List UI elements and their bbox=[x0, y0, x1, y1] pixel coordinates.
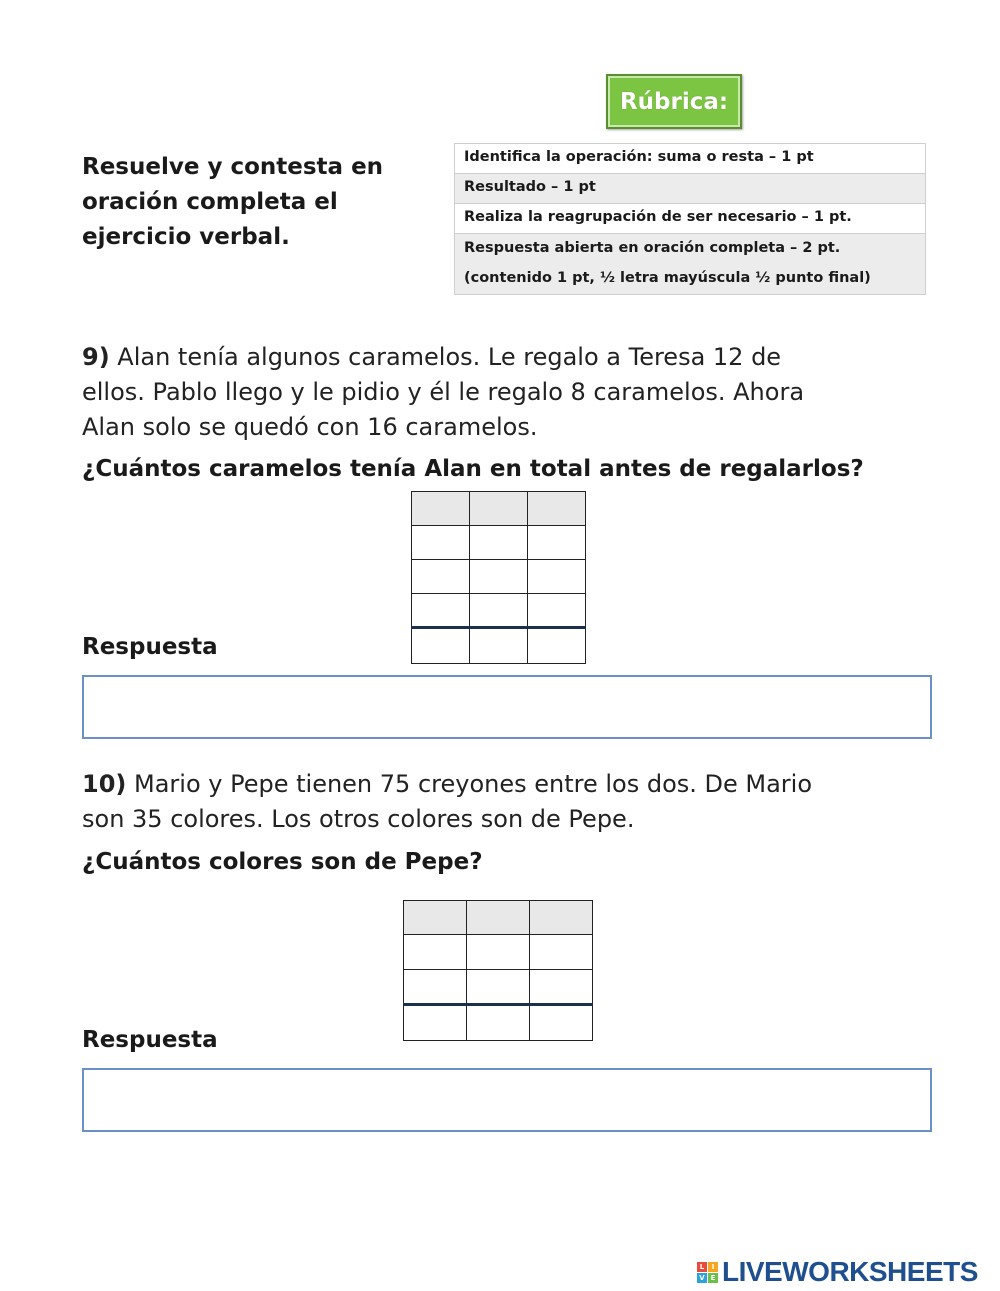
grid-result-cell[interactable] bbox=[404, 1005, 467, 1041]
problem-9-question: ¿Cuántos caramelos tenía Alan en total antes de regalarlos? bbox=[82, 456, 864, 482]
grid-cell[interactable] bbox=[528, 594, 586, 628]
instructions-line: Resuelve y contesta en bbox=[82, 154, 384, 180]
rubric-row bbox=[455, 234, 925, 294]
problem-9-work-grid bbox=[411, 491, 586, 664]
grid-result-cell[interactable] bbox=[467, 1005, 530, 1041]
grid-cell[interactable] bbox=[404, 970, 467, 1005]
instructions-line: oración completa el bbox=[82, 189, 338, 215]
liveworksheets-logo[interactable] bbox=[697, 1256, 978, 1288]
problem-10-question: ¿Cuántos colores son de Pepe? bbox=[82, 849, 483, 875]
grid-cell[interactable] bbox=[467, 935, 530, 970]
rubric-row-line: (contenido 1 pt, ½ letra mayúscula ½ punto final) bbox=[464, 270, 871, 286]
grid-cell[interactable] bbox=[404, 935, 467, 970]
grid-cell[interactable] bbox=[412, 560, 470, 594]
grid-cell[interactable] bbox=[530, 935, 593, 970]
grid-cell[interactable] bbox=[470, 492, 528, 526]
logo-block: V bbox=[697, 1273, 707, 1283]
rubric-row: Realiza la reagrupación de ser necesario – 1 pt. bbox=[455, 204, 925, 234]
rubric-row: Resultado – 1 pt bbox=[455, 174, 925, 204]
grid-result-cell[interactable] bbox=[412, 628, 470, 664]
grid-result-cell[interactable] bbox=[530, 1005, 593, 1041]
grid-cell[interactable] bbox=[412, 492, 470, 526]
grid-result-cell[interactable] bbox=[470, 628, 528, 664]
problem-line: son 35 colores. Los otros colores son de Pepe. bbox=[82, 805, 635, 833]
logo-block: I bbox=[708, 1262, 718, 1272]
rubric-row: Identifica la operación: suma o resta – 1 pt bbox=[455, 144, 925, 174]
grid-cell[interactable] bbox=[412, 594, 470, 628]
logo-block: E bbox=[708, 1273, 718, 1283]
grid-cell[interactable] bbox=[470, 526, 528, 560]
logo-block: L bbox=[697, 1262, 707, 1272]
problem-line-text: Alan tenía algunos caramelos. Le regalo a Teresa 12 de bbox=[109, 343, 782, 371]
grid-result-cell[interactable] bbox=[528, 628, 586, 664]
problem-line-text: Mario y Pepe tienen 75 creyones entre los dos. De Mario bbox=[126, 770, 813, 798]
instructions-line: ejercicio verbal. bbox=[82, 224, 290, 250]
problem-line: Alan solo se quedó con 16 caramelos. bbox=[82, 413, 538, 441]
problem-9-text bbox=[82, 340, 872, 445]
instructions bbox=[82, 150, 402, 255]
answer-label: Respuesta bbox=[82, 1027, 218, 1053]
grid-cell[interactable] bbox=[404, 901, 467, 935]
rubric-table bbox=[454, 143, 926, 295]
problem-10-answer-input[interactable] bbox=[82, 1068, 932, 1132]
grid-cell[interactable] bbox=[470, 594, 528, 628]
grid-cell[interactable] bbox=[467, 970, 530, 1005]
grid-cell[interactable] bbox=[530, 901, 593, 935]
grid-cell[interactable] bbox=[528, 492, 586, 526]
logo-text: LIVEWORKSHEETS bbox=[722, 1256, 978, 1287]
rubric-badge: Rúbrica: bbox=[606, 74, 742, 129]
problem-10-text bbox=[82, 767, 872, 837]
problem-line bbox=[82, 767, 872, 802]
rubric-row-line: Respuesta abierta en oración completa – 2 pt. bbox=[464, 240, 841, 256]
grid-cell[interactable] bbox=[528, 526, 586, 560]
problem-line: ellos. Pablo llego y le pidio y él le regalo 8 caramelos. Ahora bbox=[82, 378, 805, 406]
grid-cell[interactable] bbox=[528, 560, 586, 594]
problem-number: 9) bbox=[82, 343, 110, 371]
logo-blocks-icon bbox=[697, 1262, 718, 1283]
answer-label: Respuesta bbox=[82, 634, 218, 660]
grid-cell[interactable] bbox=[530, 970, 593, 1005]
problem-line bbox=[82, 340, 872, 375]
grid-cell[interactable] bbox=[470, 560, 528, 594]
problem-number: 10) bbox=[82, 770, 127, 798]
grid-cell[interactable] bbox=[412, 526, 470, 560]
problem-10-work-grid bbox=[403, 900, 593, 1041]
grid-cell[interactable] bbox=[467, 901, 530, 935]
problem-9-answer-input[interactable] bbox=[82, 675, 932, 739]
